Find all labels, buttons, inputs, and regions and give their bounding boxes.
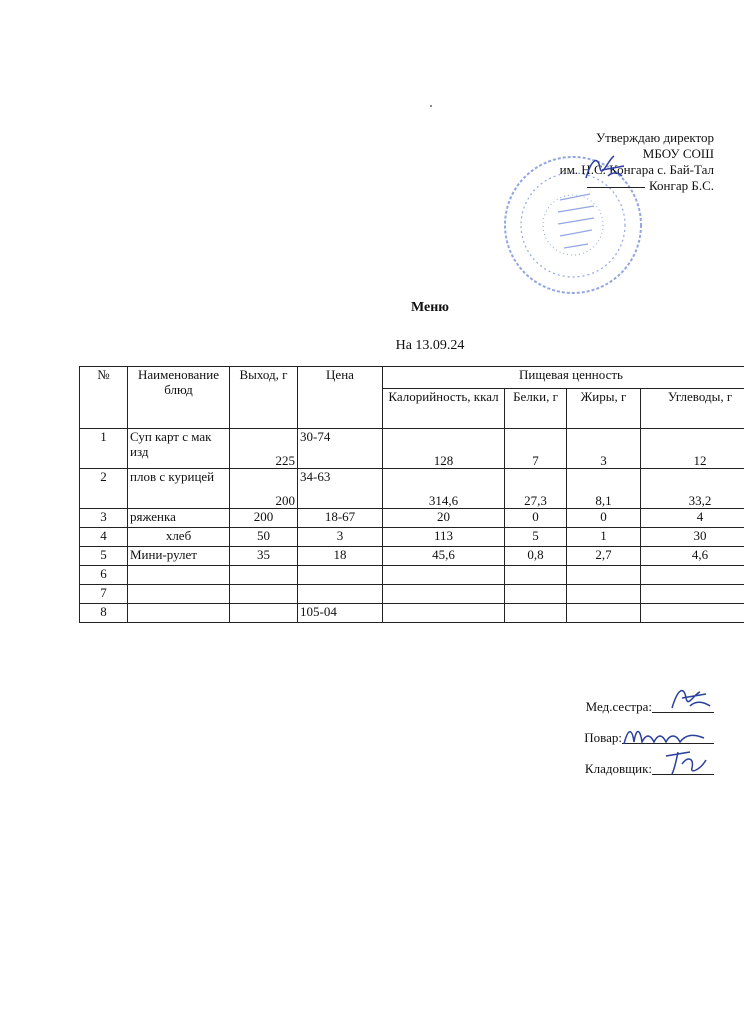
row-price: [298, 585, 383, 604]
storekeeper-label: Кладовщик:: [584, 761, 652, 776]
row-proteins: [505, 604, 567, 623]
header-price: Цена: [298, 367, 383, 429]
director-signature-line: [587, 187, 645, 188]
row-yield: 200: [230, 469, 298, 509]
row-num: 6: [80, 566, 128, 585]
approval-line-4: Конгар Б.С.: [649, 178, 714, 193]
row-num: 2: [80, 469, 128, 509]
row-calories: 113: [383, 528, 505, 547]
table-row: [80, 585, 744, 604]
row-num: 3: [80, 509, 128, 528]
row-carbs: [641, 585, 744, 604]
page-title: Меню: [410, 300, 449, 315]
header-yield: Выход, г: [230, 367, 298, 429]
row-proteins: [505, 566, 567, 585]
row-name: [128, 604, 230, 623]
table-row: [80, 547, 744, 566]
row-name: [128, 585, 230, 604]
row-num: 7: [80, 585, 128, 604]
header-name: Наименование блюд: [128, 367, 230, 429]
row-fats: [567, 566, 641, 585]
row-carbs: [641, 604, 744, 623]
row-yield: [230, 604, 298, 623]
header-nutrition: Пищевая ценность: [383, 367, 744, 389]
director-signature: [580, 150, 630, 185]
row-price: 18: [298, 547, 383, 566]
row-carbs: 12: [641, 429, 744, 469]
approval-line-3: им. Н.С. Конгара с. Бай-Тал: [559, 162, 714, 177]
row-calories: [383, 585, 505, 604]
row-proteins: 7: [505, 429, 567, 469]
row-name: плов с курицей: [128, 469, 230, 509]
row-carbs: [641, 566, 744, 585]
header-fats: Жиры, г: [567, 389, 641, 429]
row-yield: [230, 566, 298, 585]
approval-line-1: Утверждаю директор: [595, 130, 714, 145]
row-fats: 2,7: [567, 547, 641, 566]
row-carbs: 33,2: [641, 469, 744, 509]
table-row: [80, 429, 744, 469]
row-yield: [230, 585, 298, 604]
row-proteins: [505, 585, 567, 604]
row-name: хлеб: [128, 528, 230, 547]
row-calories: 45,6: [383, 547, 505, 566]
row-yield: 50: [230, 528, 298, 547]
table-row: [80, 566, 744, 585]
row-price: 105-04: [298, 604, 383, 623]
storekeeper-signature: [660, 746, 710, 778]
nurse-signature: [664, 682, 714, 714]
row-price: 3: [298, 528, 383, 547]
header-proteins: Белки, г: [505, 389, 567, 429]
row-calories: [383, 566, 505, 585]
row-calories: [383, 604, 505, 623]
table-row: [80, 509, 744, 528]
header-num: №: [80, 367, 128, 429]
table-row: [80, 528, 744, 547]
table-row: [80, 469, 744, 509]
row-carbs: 30: [641, 528, 744, 547]
menu-date: На 13.09.24: [395, 338, 465, 353]
row-proteins: 5: [505, 528, 567, 547]
header-carbs: Углеводы, г: [641, 389, 744, 429]
row-name: [128, 566, 230, 585]
row-fats: 1: [567, 528, 641, 547]
row-proteins: 0,8: [505, 547, 567, 566]
row-proteins: 0: [505, 509, 567, 528]
approval-line-2: МБОУ СОШ: [642, 146, 714, 161]
row-yield: 200: [230, 509, 298, 528]
row-price: 30-74: [298, 429, 383, 469]
row-name: ряженка: [128, 509, 230, 528]
row-price: 34-63: [298, 469, 383, 509]
row-name: Суп карт с мак изд: [128, 429, 230, 469]
row-num: 5: [80, 547, 128, 566]
row-fats: 8,1: [567, 469, 641, 509]
row-price: 18-67: [298, 509, 383, 528]
row-num: 1: [80, 429, 128, 469]
row-fats: [567, 604, 641, 623]
row-price: [298, 566, 383, 585]
menu-table: [79, 366, 744, 623]
speck: [430, 105, 432, 107]
row-carbs: 4,6: [641, 547, 744, 566]
row-fats: 3: [567, 429, 641, 469]
row-calories: 128: [383, 429, 505, 469]
row-calories: 314,6: [383, 469, 505, 509]
row-proteins: 27,3: [505, 469, 567, 509]
nurse-label: Мед.сестра:: [585, 699, 652, 714]
header-calories: Калорийность, ккал: [383, 389, 505, 429]
row-name: Мини-рулет: [128, 547, 230, 566]
row-fats: 0: [567, 509, 641, 528]
table-row: [80, 604, 744, 623]
row-yield: 225: [230, 429, 298, 469]
row-carbs: 4: [641, 509, 744, 528]
row-num: 4: [80, 528, 128, 547]
row-num: 8: [80, 604, 128, 623]
row-fats: [567, 585, 641, 604]
cook-label: Повар:: [584, 730, 622, 745]
row-yield: 35: [230, 547, 298, 566]
row-calories: 20: [383, 509, 505, 528]
